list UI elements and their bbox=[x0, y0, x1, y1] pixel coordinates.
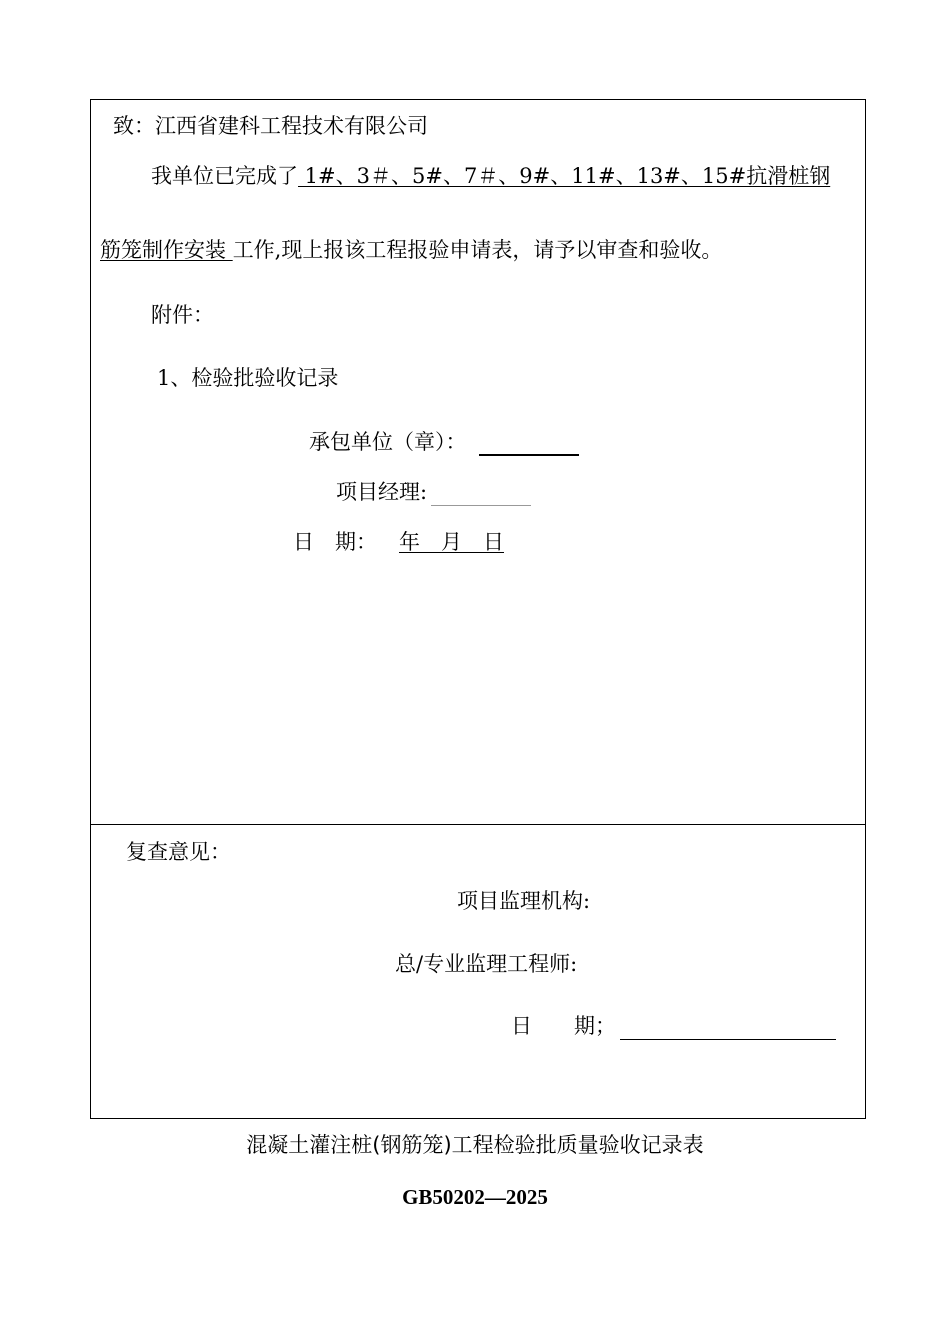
continuation-text: 工作,现上报该工程报验申请表，请予以审查和验收。 bbox=[232, 238, 723, 262]
intro-text: 我单位已完成了 bbox=[151, 164, 298, 188]
review-date-row bbox=[511, 1012, 836, 1040]
attachment-label: 附件： bbox=[151, 303, 214, 327]
form-title: 混凝土灌注桩(钢筋笼)工程检验批质量验收记录表 bbox=[246, 1133, 704, 1157]
application-form-box bbox=[90, 99, 866, 1119]
review-date-label: 日 期； bbox=[511, 1014, 616, 1038]
review-date-line bbox=[620, 1015, 836, 1040]
standard-code: GB50202—2025 bbox=[402, 1185, 548, 1209]
date-label: 日 期： bbox=[293, 530, 377, 554]
review-opinion-label: 复查意见： bbox=[126, 840, 231, 864]
to-line: 致：江西省建科工程技术有限公司 bbox=[113, 114, 428, 138]
manager-label: 项目经理: bbox=[336, 480, 428, 504]
attachment-item: 1、检验批验收记录 bbox=[157, 366, 339, 390]
section-divider bbox=[91, 824, 865, 825]
manager-row bbox=[336, 478, 531, 506]
supervision-org-label: 项目监理机构: bbox=[457, 889, 591, 913]
work-item-part1: 1#、3＃、5#、7＃、9#、11#、13#、15#抗滑桩钢 bbox=[298, 164, 831, 188]
contractor-label: 承包单位（章）： bbox=[309, 430, 467, 454]
date-row bbox=[293, 528, 518, 556]
continuation-line bbox=[100, 236, 722, 264]
work-item-part2: 筋笼制作安装 bbox=[100, 238, 233, 262]
contractor-signature-line bbox=[479, 430, 579, 456]
contractor-row bbox=[309, 428, 579, 456]
manager-signature-line bbox=[431, 481, 531, 506]
date-value: 年 月 日 bbox=[399, 530, 504, 554]
engineer-label: 总/专业监理工程师: bbox=[395, 952, 578, 976]
intro-line bbox=[151, 162, 830, 190]
